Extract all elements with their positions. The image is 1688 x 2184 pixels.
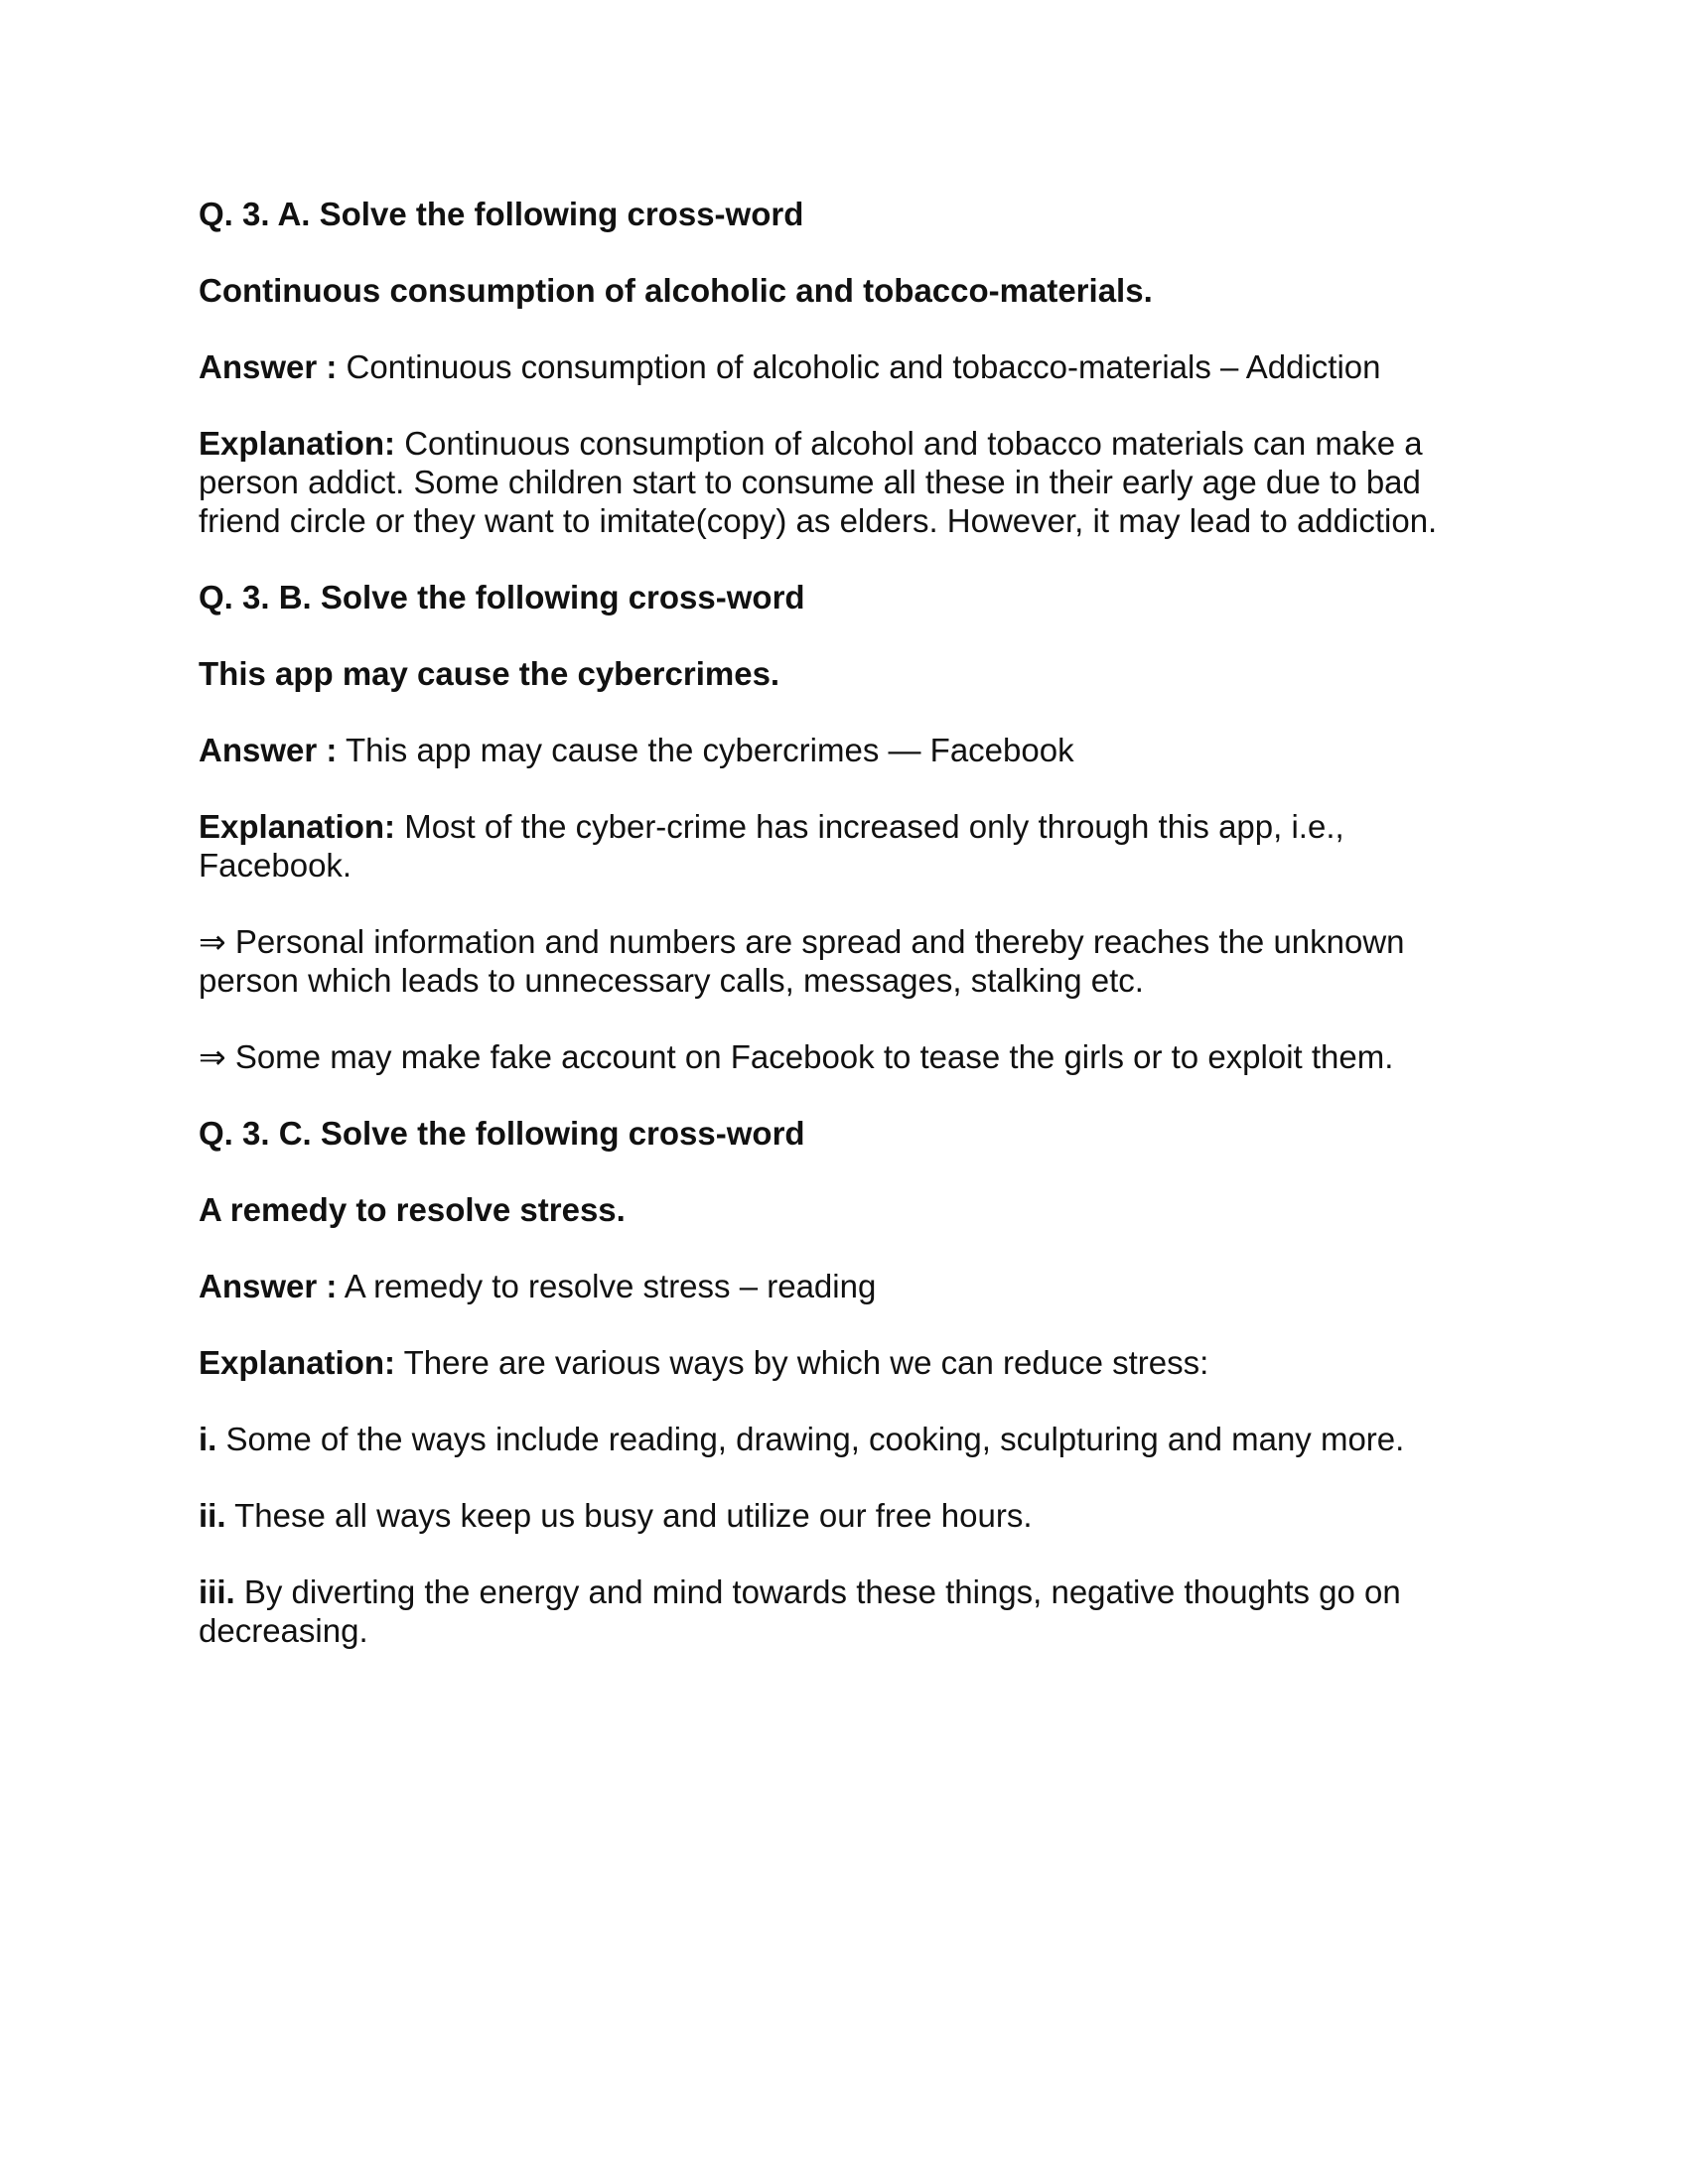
explanation-text: Continuous consumption of alcohol and tobacco materials can make a person addict. Some children start to consume all these in their early age due to bad friend circle or they want to imitate(copy) as elders. However, it may lead to addiction.	[199, 425, 1438, 539]
item-label: ii.	[199, 1497, 226, 1534]
item-text: Some of the ways include reading, drawing, cooking, sculpturing and many more.	[216, 1421, 1405, 1457]
answer-label: Answer :	[199, 1268, 338, 1304]
q3b-question: This app may cause the cybercrimes.	[199, 655, 780, 692]
answer-label: Answer :	[199, 348, 338, 385]
q3b-point-1: ⇒ Personal information and numbers are spread and thereby reaches the unknown person which leads to unnecessary calls, messages, stalking etc.	[199, 923, 1405, 999]
explanation-text: There are various ways by which we can reduce stress:	[395, 1344, 1209, 1381]
explanation-label: Explanation:	[199, 425, 396, 462]
item-label: i.	[199, 1421, 217, 1457]
item-text: These all ways keep us busy and utilize our free hours.	[225, 1497, 1033, 1534]
q3b-answer	[199, 731, 1489, 769]
answer-text: Continuous consumption of alcoholic and tobacco-materials – Addiction	[337, 348, 1381, 385]
q3c-item-3	[199, 1572, 1489, 1650]
q3c-item-1	[199, 1420, 1489, 1458]
item-label: iii.	[199, 1573, 235, 1610]
explanation-label: Explanation:	[199, 808, 396, 845]
explanation-label: Explanation:	[199, 1344, 396, 1381]
q3a-heading: Q. 3. A. Solve the following cross-word	[199, 196, 804, 232]
answer-text: A remedy to resolve stress – reading	[337, 1268, 877, 1304]
q3a-explanation	[199, 424, 1489, 540]
q3c-answer	[199, 1267, 1489, 1305]
answer-label: Answer :	[199, 732, 338, 768]
q3c-item-2	[199, 1496, 1489, 1535]
q3a-answer	[199, 347, 1489, 386]
document-page	[199, 195, 1489, 1688]
explanation-text: Most of the cyber-crime has increased only through this app, i.e., Facebook.	[199, 808, 1344, 884]
q3a-question: Continuous consumption of alcoholic and tobacco-materials.	[199, 272, 1153, 309]
q3b-explanation	[199, 807, 1489, 885]
answer-text: This app may cause the cybercrimes — Facebook	[337, 732, 1074, 768]
q3c-explanation	[199, 1343, 1489, 1382]
q3b-heading: Q. 3. B. Solve the following cross-word	[199, 579, 805, 615]
q3c-question: A remedy to resolve stress.	[199, 1191, 626, 1228]
item-text: By diverting the energy and mind towards these things, negative thoughts go on decreasing.	[199, 1573, 1401, 1649]
q3c-heading: Q. 3. C. Solve the following cross-word	[199, 1115, 805, 1152]
q3b-point-2: ⇒ Some may make fake account on Facebook to tease the girls or to exploit them.	[199, 1038, 1394, 1075]
